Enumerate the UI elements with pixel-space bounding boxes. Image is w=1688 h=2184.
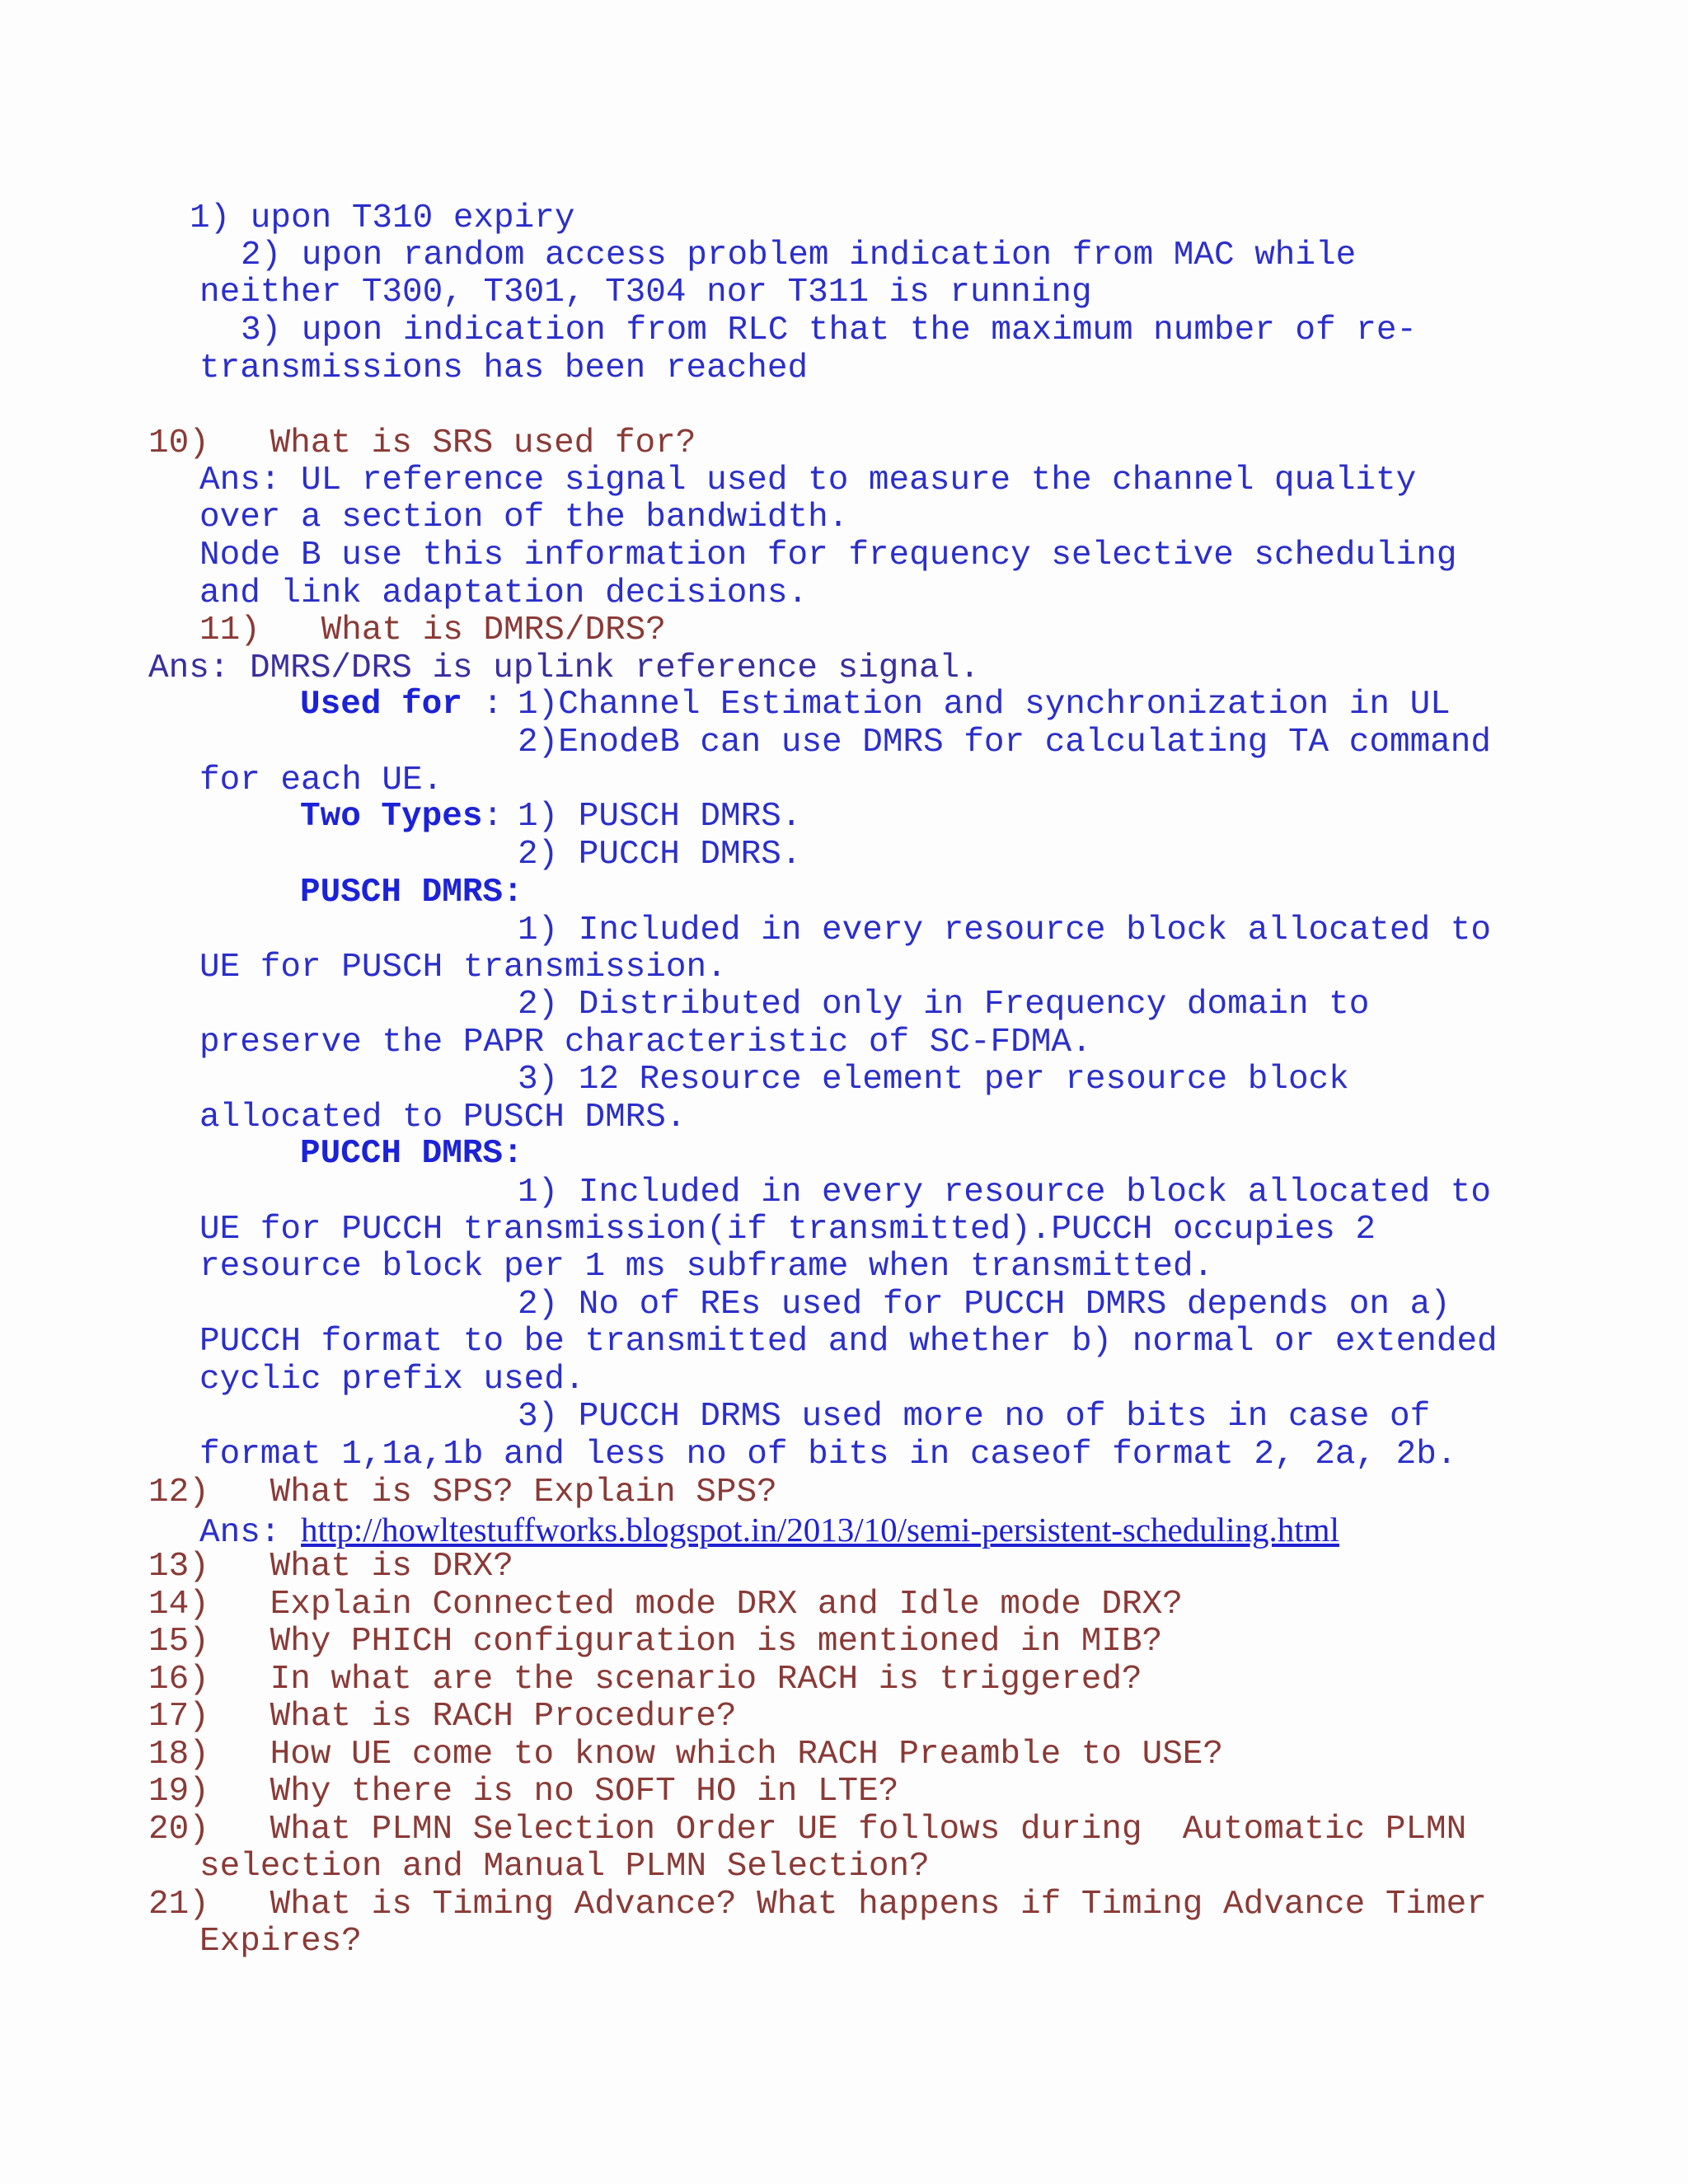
used-for-colon: : (462, 686, 523, 724)
line-t310: 1) upon T310 expiry (190, 199, 575, 237)
line-retransmissions: transmissions has been reached (199, 349, 809, 387)
question-12: 12) What is SPS? Explain SPS? (148, 1474, 777, 1511)
pucch-item-1-cont-2: resource block per 1 ms subframe when transmitted. (199, 1248, 1214, 1286)
pusch-item-3-cont: allocated to PUSCH DMRS. (199, 1099, 687, 1137)
pusch-item-1: 1) Included in every resource block allocated to (518, 912, 1491, 949)
used-for-label: Used for (300, 686, 462, 724)
line-rlc: 3) upon indication from RLC that the maximum number of re- (241, 312, 1418, 349)
answer-10-line-2: over a section of the bandwidth. (199, 499, 849, 537)
pusch-item-1-cont: UE for PUSCH transmission. (199, 949, 727, 987)
question-20: 20) What PLMN Selection Order UE follows during Automatic PLMN (148, 1811, 1467, 1849)
question-17: 17) What is RACH Procedure? (148, 1698, 737, 1736)
question-21: 21) What is Timing Advance? What happens if Timing Advance Timer (148, 1886, 1487, 1924)
line-random-access: 2) upon random access problem indication from MAC while (241, 237, 1357, 274)
two-types-colon: : (482, 798, 523, 836)
pusch-item-2: 2) Distributed only in Frequency domain to (518, 986, 1370, 1024)
question-16: 16) In what are the scenario RACH is triggered? (148, 1661, 1142, 1699)
answer-12 (199, 1511, 1339, 1552)
type-pusch: 1) PUSCH DMRS. (518, 798, 802, 836)
two-types-row (300, 798, 523, 836)
question-18: 18) How UE come to know which RACH Preamble to USE? (148, 1736, 1224, 1774)
pusch-item-2-cont: preserve the PAPR characteristic of SC-FDMA. (199, 1024, 1092, 1062)
answer-10-line-4: and link adaptation decisions. (199, 574, 809, 612)
answer-12-prefix: Ans: (199, 1514, 302, 1552)
two-types-label: Two Types (300, 798, 483, 836)
pusch-item-3: 3) 12 Resource element per resource block (518, 1061, 1349, 1099)
pucch-item-2: 2) No of REs used for PUCCH DMRS depends on a) (518, 1286, 1451, 1324)
question-10: 10) What is SRS used for? (148, 424, 696, 462)
used-for-item-1: 1)Channel Estimation and synchronization in UL (518, 686, 1451, 724)
used-for-item-2: 2)EnodeB can use DMRS for calculating TA command (518, 724, 1491, 762)
question-14: 14) Explain Connected mode DRX and Idle mode DRX? (148, 1586, 1183, 1624)
pucch-item-3-cont: format 1,1a,1b and less no of bits in caseof format 2, 2a, 2b. (199, 1436, 1457, 1474)
question-11: 11) What is DMRS/DRS? (199, 612, 666, 649)
question-20-cont: selection and Manual PLMN Selection? (199, 1848, 930, 1886)
type-pucch: 2) PUCCH DMRS. (518, 836, 802, 874)
question-15: 15) Why PHICH configuration is mentioned in MIB? (148, 1623, 1163, 1661)
pusch-dmrs-heading: PUSCH DMRS: (300, 874, 523, 912)
used-for-row (300, 686, 523, 724)
pucch-item-2-cont-1: PUCCH format to be transmitted and whether b) normal or extended (199, 1323, 1498, 1361)
pucch-item-1-cont-1: UE for PUCCH transmission(if transmitted).PUCCH occupies 2 (199, 1211, 1376, 1249)
sps-link[interactable]: http://howltestuffworks.blogspot.in/2013/10/semi-persistent-scheduling.html (301, 1511, 1339, 1549)
pucch-item-1: 1) Included in every resource block allocated to (518, 1174, 1491, 1212)
used-for-item-2-cont: for each UE. (199, 762, 443, 799)
answer-11-line-1: Ans: DMRS/DRS is uplink reference signal. (148, 649, 980, 687)
pucch-item-2-cont-2: cyclic prefix used. (199, 1361, 585, 1399)
pucch-dmrs-heading: PUCCH DMRS: (300, 1135, 523, 1173)
answer-10-line-1: Ans: UL reference signal used to measure the channel quality (199, 462, 1417, 499)
question-13: 13) What is DRX? (148, 1548, 513, 1586)
question-21-cont: Expires? (199, 1923, 362, 1961)
question-19: 19) Why there is no SOFT HO in LTE? (148, 1773, 899, 1811)
line-timers: neither T300, T301, T304 nor T311 is running (199, 274, 1092, 312)
pucch-item-3: 3) PUCCH DRMS used more no of bits in case of (518, 1398, 1431, 1436)
answer-10-line-3: Node B use this information for frequency selective scheduling (199, 537, 1457, 574)
